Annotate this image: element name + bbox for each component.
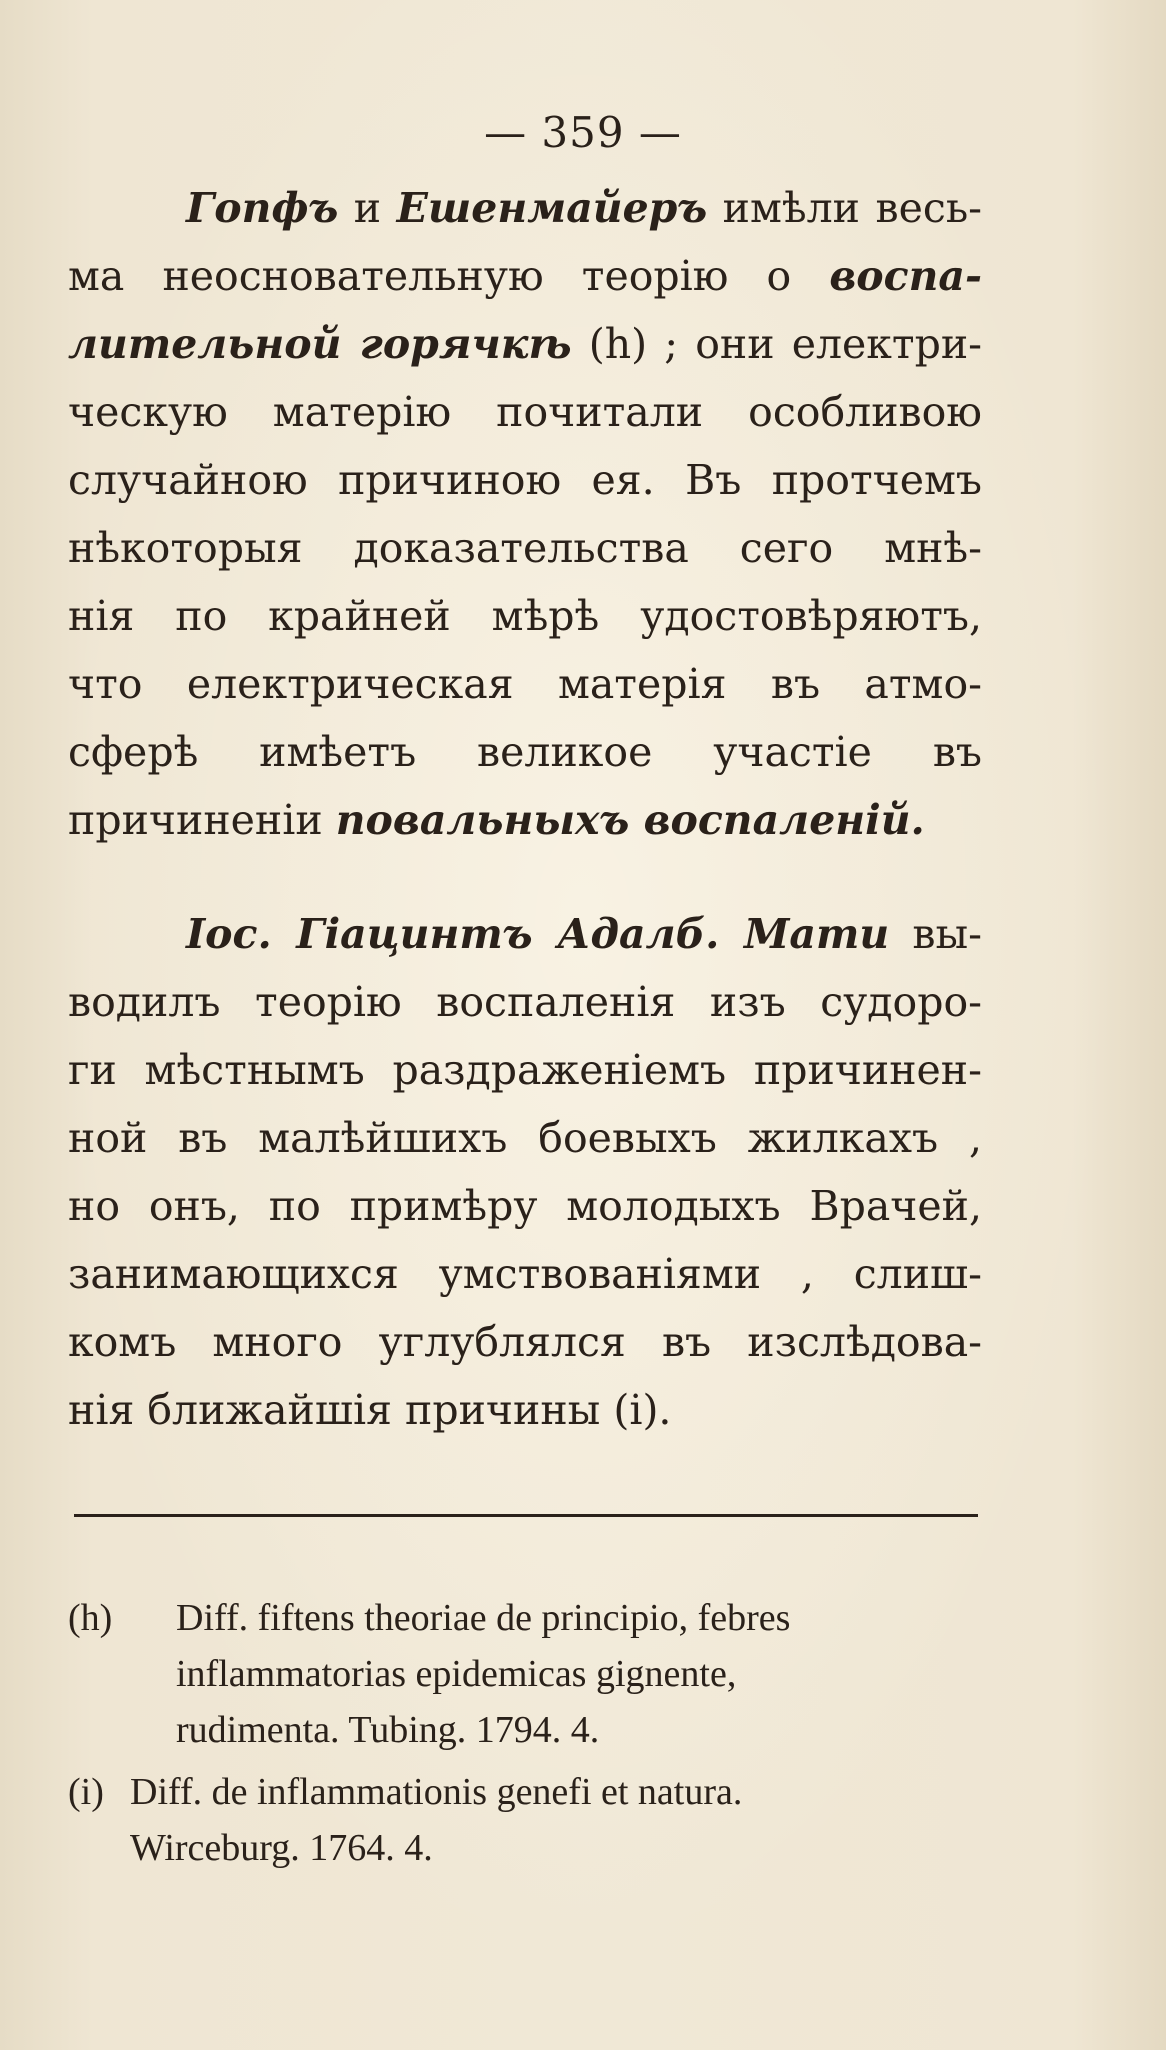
text-fragment: имѣли весь- xyxy=(707,184,982,232)
text-line: водилъ теорію воспаленія изъ судоро- xyxy=(68,978,982,1026)
text-line: занимающихся умствованіями , слиш- xyxy=(68,1250,982,1298)
footnote-text: Diff. fiftens theoriae de principio, febres xyxy=(176,1597,791,1639)
text-fragment: вы- xyxy=(889,910,982,958)
author-name-gopf: Гопфъ xyxy=(186,184,339,232)
author-name-eshenmayer: Ешенмайеръ xyxy=(396,184,708,232)
text-line xyxy=(68,786,982,854)
text-line: ги мѣстнымъ раздраженіемъ причинен- xyxy=(68,1046,982,1094)
text-fragment: (h) ; они електри- xyxy=(571,320,982,368)
text-line: случайною причиною ея. Въ протчемъ xyxy=(68,456,982,504)
text-line: что електрическая матерія въ атмо- xyxy=(68,660,982,708)
text-line: нія по крайней мѣрѣ удостовѣряютъ, xyxy=(68,592,982,640)
footnote-line: inflammatorias epidemicas gignente, xyxy=(176,1653,737,1695)
text-line: нія ближайшія причины (i). xyxy=(68,1386,672,1434)
italic-term: воспа- xyxy=(829,252,982,300)
italic-term: повальныхъ воспаленій. xyxy=(335,796,925,844)
footnote-marker: (i) xyxy=(68,1771,104,1813)
text-line: комъ много углублялся въ изслѣдова- xyxy=(68,1318,982,1366)
text-line: сферѣ имѣетъ великое участіе въ xyxy=(68,728,982,776)
footnote-i xyxy=(68,1764,988,1876)
footnote-line xyxy=(68,1590,988,1646)
text-fragment: ма неосновательную теорію о xyxy=(68,252,830,300)
text-line: ческую матерію почитали особливою xyxy=(68,388,982,436)
paragraph-1 xyxy=(68,174,982,854)
italic-term: лительной горячкѣ xyxy=(68,320,572,368)
page-number: — 359 — xyxy=(484,108,682,157)
text-line xyxy=(68,310,982,378)
footnote-text: Diff. de inflammationis genefi et natura. xyxy=(130,1771,743,1813)
footnote-line: rudimenta. Tubing. 1794. 4. xyxy=(176,1709,600,1751)
text-line: но онъ, по примѣру молодыхъ Врачей, xyxy=(68,1182,982,1230)
footnote-divider xyxy=(74,1514,978,1517)
author-name-mati: Іос. Гіацинтъ Адалб. Мати xyxy=(186,910,890,958)
footnote-line xyxy=(68,1764,988,1820)
text-line xyxy=(68,900,982,968)
text-fragment: причиненіи xyxy=(68,796,336,844)
footnote-h xyxy=(68,1590,988,1758)
text-line xyxy=(68,174,982,242)
text-fragment: и xyxy=(338,184,397,232)
text-line: ной въ малѣйшихъ боевыхъ жилкахъ , xyxy=(68,1114,982,1162)
footnote-line: Wirceburg. 1764. 4. xyxy=(130,1827,433,1869)
text-line xyxy=(68,242,982,310)
paragraph-2 xyxy=(68,900,982,1444)
footnote-marker: (h) xyxy=(68,1597,113,1639)
footnotes xyxy=(68,1590,988,1882)
text-line: нѣкоторыя доказательства сего мнѣ- xyxy=(68,524,982,572)
